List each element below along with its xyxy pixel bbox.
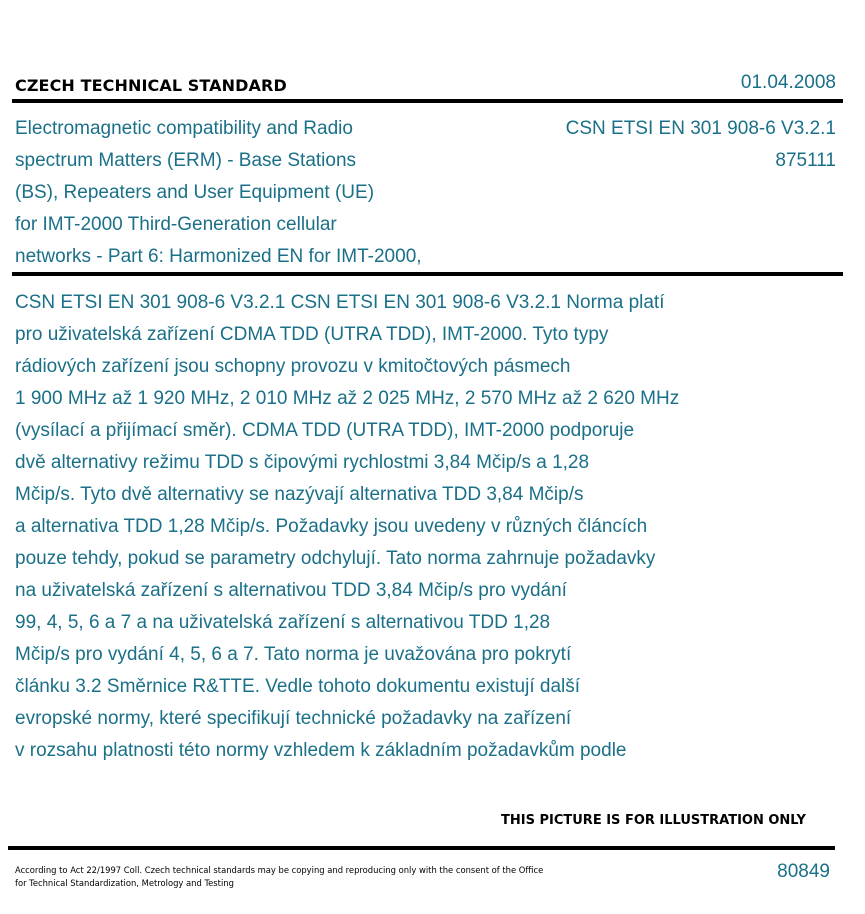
document-id: 80849 (777, 861, 830, 882)
copyright-notice (15, 864, 585, 890)
title-line: spectrum Matters (ERM) - Base Stations (15, 150, 357, 171)
publication-date: 01.04.2008 (740, 72, 836, 93)
standard-title (15, 113, 495, 273)
abstract-line: 1 900 MHz až 1 920 MHz, 2 010 MHz až 2 025 MHz, 2 570 MHz až 2 620 MHz (15, 388, 680, 409)
document-type-label: CZECH TECHNICAL STANDARD (15, 76, 287, 95)
standard-designation: CSN ETSI EN 301 908-6 V3.2.1 (565, 118, 836, 139)
illustration-disclaimer: THIS PICTURE IS FOR ILLUSTRATION ONLY (501, 813, 806, 828)
copyright-line: According to Act 22/1997 Coll. Czech technical standards may be copying and reproducing only with the consent of the Office (15, 865, 544, 875)
title-line: for IMT-2000 Third-Generation cellular (15, 214, 337, 235)
abstract-line: dvě alternativy režimu TDD s čipovými rychlostmi 3,84 Mčip/s a 1,28 (15, 452, 590, 473)
abstract-line: CSN ETSI EN 301 908-6 V3.2.1 CSN ETSI EN 301 908-6 V3.2.1 Norma platí (15, 292, 665, 313)
abstract-line: na uživatelská zařízení s alternativou TDD 3,84 Mčip/s pro vydání (15, 580, 567, 601)
abstract-line: pro uživatelská zařízení CDMA TDD (UTRA TDD), IMT-2000. Tyto typy (15, 324, 609, 345)
abstract-line: rádiových zařízení jsou schopny provozu v kmitočtových pásmech (15, 356, 571, 377)
abstract-line: Mčip/s. Tyto dvě alternativy se nazývají alternativa TDD 3,84 Mčip/s (15, 484, 584, 505)
copyright-line: for Technical Standardization, Metrology and Testing (15, 878, 234, 888)
abstract-line: 99, 4, 5, 6 a 7 a na uživatelská zařízení s alternativou TDD 1,28 (15, 612, 551, 633)
footer-divider (8, 846, 835, 850)
classification-code: 875111 (775, 150, 836, 171)
abstract-line: článku 3.2 Směrnice R&TTE. Vedle tohoto dokumentu existují další (15, 676, 581, 697)
abstract-line: evropské normy, které specifikují technické požadavky na zařízení (15, 708, 572, 729)
header-divider (12, 99, 843, 103)
title-line: networks - Part 6: Harmonized EN for IMT-2000, (15, 246, 422, 267)
abstract-line: pouze tehdy, pokud se parametry odchylují. Tato norma zahrnuje požadavky (15, 548, 656, 569)
title-line: (BS), Repeaters and User Equipment (UE) (15, 182, 375, 203)
title-divider (12, 272, 843, 276)
abstract-text (15, 287, 785, 767)
abstract-line: Mčip/s pro vydání 4, 5, 6 a 7. Tato norma je uvažována pro pokrytí (15, 644, 572, 665)
abstract-line: v rozsahu platnosti této normy vzhledem k základním požadavkům podle (15, 740, 627, 761)
title-line: Electromagnetic compatibility and Radio (15, 118, 353, 139)
standard-identifiers (566, 113, 836, 177)
abstract-line: (vysílací a přijímací směr). CDMA TDD (UTRA TDD), IMT-2000 podporuje (15, 420, 635, 441)
abstract-line: a alternativa TDD 1,28 Mčip/s. Požadavky jsou uvedeny v různých článcích (15, 516, 648, 537)
